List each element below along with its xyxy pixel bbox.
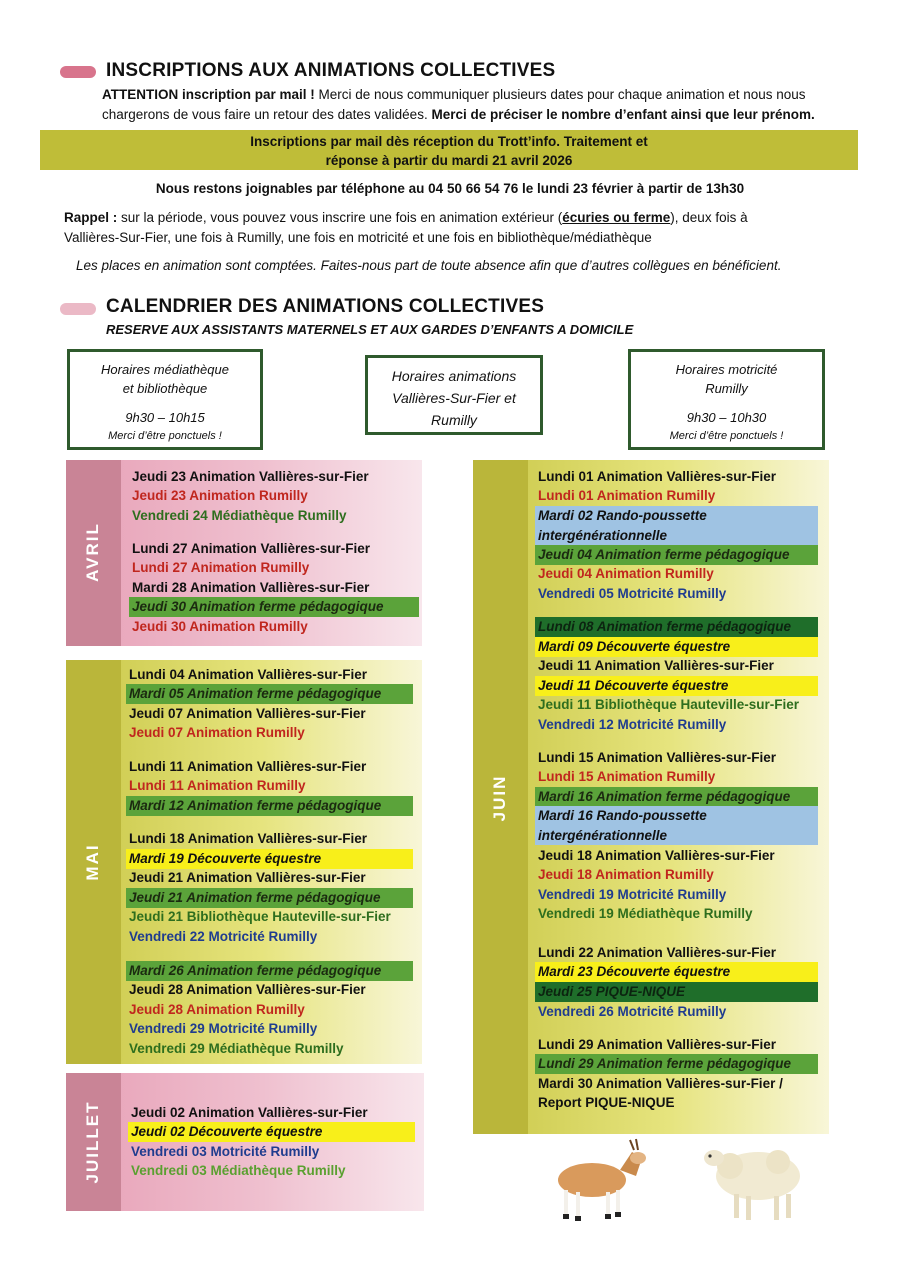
event-item: Lundi 01 Animation Rumilly (538, 488, 716, 503)
event-item: Jeudi 18 Animation Vallières-sur-Fier (538, 848, 775, 863)
goat-leg (564, 1190, 568, 1216)
box-left-l1: Horaires médiathèque (101, 362, 229, 377)
phone-info: Nous restons joignables par téléphone au 04 50 66 54 76 le lundi 23 février à partir de 13h30 (155, 181, 745, 196)
calendrier-subtitle: RESERVE AUX ASSISTANTS MATERNELS ET AUX GARDES D’ENFANTS A DOMICILE (106, 322, 634, 337)
event-item: Lundi 27 Animation Rumilly (132, 560, 310, 575)
goat-hoof (605, 1214, 611, 1219)
event-item: Jeudi 18 Animation Rumilly (538, 867, 714, 882)
event-item: Mardi 02 Rando-poussette intergénérationnelle (535, 506, 818, 545)
event-item: Jeudi 11 Bibliothèque Hauteville-sur-Fier (538, 697, 800, 712)
event-item: Mardi 12 Animation ferme pédagogique (126, 796, 413, 816)
attention-line1 (102, 84, 806, 105)
event-item: Vendredi 29 Motricité Rumilly (129, 1021, 318, 1036)
event-item: Vendredi 22 Motricité Rumilly (129, 929, 318, 944)
inscription-banner (40, 130, 858, 170)
box-horaires-animations (365, 355, 543, 435)
event-item: Vendredi 12 Motricité Rumilly (538, 717, 727, 732)
event-item: Vendredi 29 Médiathèque Rumilly (129, 1041, 344, 1056)
event-item: Mardi 23 Découverte équestre (535, 962, 818, 982)
event-item: Jeudi 21 Bibliothèque Hauteville-sur-Fier (129, 909, 391, 924)
event-item: Vendredi 03 Motricité Rumilly (131, 1144, 320, 1159)
event-item: Jeudi 04 Animation Rumilly (538, 566, 714, 581)
goat-hoof (563, 1214, 569, 1219)
event-item: Lundi 04 Animation Vallières-sur-Fier (129, 667, 368, 682)
banner-line2: réponse à partir du mardi 21 avril 2026 (325, 153, 573, 168)
attention-bold2: Merci de préciser le nombre d’enfant ainsi que leur prénom. (431, 107, 815, 122)
event-item: Vendredi 24 Médiathèque Rumilly (132, 508, 347, 523)
sheep-leg (734, 1194, 739, 1218)
attention-line2 (102, 104, 815, 125)
box-left-note: Merci d’être ponctuels ! (108, 430, 222, 442)
inscriptions-title: INSCRIPTIONS AUX ANIMATIONS COLLECTIVES (106, 60, 556, 81)
box-left-time: 9h30 – 10h15 (125, 410, 205, 425)
calendrier-title: CALENDRIER DES ANIMATIONS COLLECTIVES (106, 296, 545, 317)
event-item: Vendredi 19 Médiathèque Rumilly (538, 906, 753, 921)
box-right-l2: Rumilly (705, 381, 748, 396)
rappel-link: écuries ou ferme (562, 210, 671, 225)
goat-leg (576, 1192, 580, 1218)
event-item: Vendredi 05 Motricité Rumilly (538, 586, 727, 601)
event-item: Mardi 30 Animation Vallières-sur-Fier / (538, 1076, 783, 1091)
sheep-leg (786, 1194, 791, 1218)
month-mai: MAI (83, 843, 102, 881)
box-right-note: Merci d’être ponctuels ! (669, 430, 784, 442)
box-right-time: 9h30 – 10h30 (686, 410, 767, 425)
sheep-wool (766, 1150, 790, 1174)
event-item: Jeudi 21 Animation ferme pédagogique (126, 888, 413, 908)
rappel-text2: ), deux fois à (670, 210, 748, 225)
rappel-text1: sur la période, vous pouvez vous inscrire une fois en animation extérieur ( (117, 210, 563, 225)
event-item: Lundi 01 Animation Vallières-sur-Fier (538, 469, 777, 484)
month-juillet: JUILLET (83, 1100, 102, 1184)
section-marker (60, 66, 96, 78)
event-item: Lundi 22 Animation Vallières-sur-Fier (538, 945, 777, 960)
event-item: Lundi 08 Animation ferme pédagogique (535, 617, 818, 637)
month-avril: AVRIL (83, 522, 102, 582)
event-item: Jeudi 11 Animation Vallières-sur-Fier (538, 658, 774, 673)
banner-line1: Inscriptions par mail dès réception du Trott’info. Traitement et (250, 134, 648, 149)
event-item: Mardi 05 Animation ferme pédagogique (126, 684, 413, 704)
box-mid-l3: Rumilly (431, 412, 477, 428)
box-horaires-motricite (628, 349, 825, 450)
sheep-head (704, 1150, 724, 1166)
rappel-label: Rappel : (64, 210, 118, 225)
event-item: Jeudi 28 Animation Vallières-sur-Fier (129, 982, 366, 997)
places-note: Les places en animation sont comptées. Faites-nous part de toute absence afin que d’autres collègues en bénéficient. (76, 258, 782, 273)
goat-leg (606, 1192, 610, 1216)
event-item: Report PIQUE-NIQUE (538, 1095, 675, 1110)
event-item: Lundi 11 Animation Rumilly (129, 778, 306, 793)
event-item: Jeudi 07 Animation Rumilly (129, 725, 305, 740)
event-item: Jeudi 02 Animation Vallières-sur-Fier (131, 1105, 368, 1120)
box-horaires-mediatheque (67, 349, 263, 450)
goat-head (630, 1152, 646, 1164)
goat-horns (630, 1139, 638, 1150)
sheep-leg (746, 1196, 751, 1220)
goat-illustration (550, 1136, 650, 1226)
event-item: Jeudi 23 Animation Rumilly (132, 488, 308, 503)
box-left-l2: et bibliothèque (122, 381, 208, 396)
event-item: Jeudi 04 Animation ferme pédagogique (535, 545, 818, 565)
event-item: Vendredi 26 Motricité Rumilly (538, 1004, 727, 1019)
event-item: Mardi 19 Découverte équestre (126, 849, 413, 869)
event-item: Jeudi 07 Animation Vallières-sur-Fier (129, 706, 366, 721)
goat-body (558, 1163, 626, 1197)
sheep-eye (708, 1154, 711, 1157)
goat-hoof (615, 1212, 621, 1217)
event-item: Jeudi 21 Animation Vallières-sur-Fier (129, 870, 366, 885)
goat-hoof (575, 1216, 581, 1221)
event-item: Lundi 29 Animation ferme pédagogique (535, 1054, 818, 1074)
attention-text1: Merci de nous communiquer plusieurs dates pour chaque animation et nous nous (314, 87, 806, 102)
event-item: Lundi 29 Animation Vallières-sur-Fier (538, 1037, 777, 1052)
attention-text2: chargerons de vous faire un retour des dates validées. (102, 107, 432, 122)
rappel-line2: Vallières-Sur-Fier, une fois à Rumilly, une fois en motricité et une fois en bibliothèque/médiathèque (64, 230, 652, 245)
event-item: Jeudi 30 Animation Rumilly (132, 619, 308, 634)
event-item: Jeudi 11 Découverte équestre (535, 676, 818, 696)
event-item: Lundi 18 Animation Vallières-sur-Fier (129, 831, 368, 846)
event-item: Jeudi 28 Animation Rumilly (129, 1002, 305, 1017)
event-item: Jeudi 02 Découverte équestre (128, 1122, 415, 1142)
rappel-line1 (64, 207, 748, 228)
sheep-illustration (700, 1136, 805, 1226)
event-item: Vendredi 03 Médiathèque Rumilly (131, 1163, 346, 1178)
box-mid-l1: Horaires animations (391, 368, 517, 384)
event-item: Lundi 15 Animation Vallières-sur-Fier (538, 750, 777, 765)
event-item: Lundi 27 Animation Vallières-sur-Fier (132, 541, 371, 556)
attention-bold: ATTENTION inscription par mail ! (102, 87, 315, 102)
event-item: Vendredi 19 Motricité Rumilly (538, 887, 727, 902)
event-item: Lundi 15 Animation Rumilly (538, 769, 716, 784)
event-item: Jeudi 30 Animation ferme pédagogique (129, 597, 419, 617)
event-item: Mardi 09 Découverte équestre (535, 637, 818, 657)
event-item: Mardi 26 Animation ferme pédagogique (126, 961, 413, 981)
sheep-leg (774, 1196, 779, 1220)
box-right-l1: Horaires motricité (675, 362, 778, 377)
goat-leg (616, 1190, 620, 1214)
event-item: Jeudi 23 Animation Vallières-sur-Fier (132, 469, 369, 484)
event-item: Jeudi 25 PIQUE-NIQUE (535, 982, 818, 1002)
event-item: Lundi 11 Animation Vallières-sur-Fier (129, 759, 367, 774)
box-mid-l2: Vallières-Sur-Fier et (392, 390, 516, 406)
event-item: Mardi 16 Rando-poussette intergénérationnelle (535, 806, 818, 845)
month-juin: JUIN (490, 774, 509, 822)
event-item: Mardi 28 Animation Vallières-sur-Fier (132, 580, 370, 595)
section-marker-2 (60, 303, 96, 315)
event-item: Mardi 16 Animation ferme pédagogique (535, 787, 818, 807)
